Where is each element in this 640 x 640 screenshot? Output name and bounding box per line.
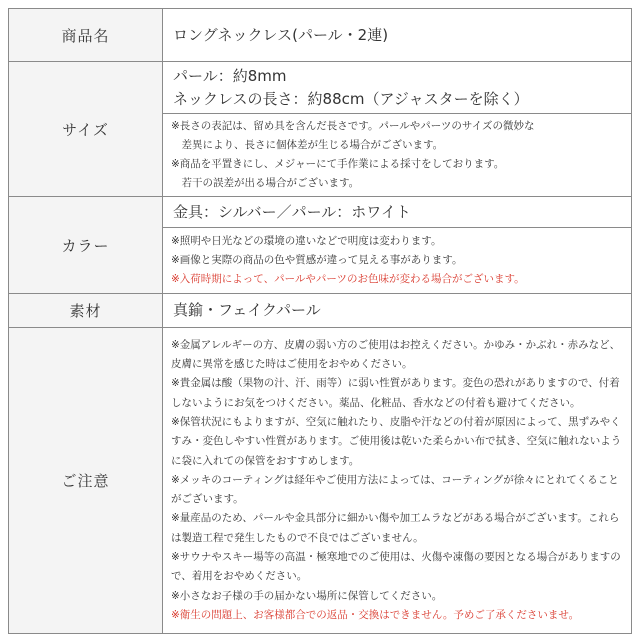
caution-warning-note: ※衛生の問題上、お客様都合での返品・交換はできません。予めご了承くださいませ。 bbox=[171, 608, 580, 621]
label-size: サイズ bbox=[9, 62, 163, 197]
label-material: 素材 bbox=[9, 294, 163, 328]
row-cautions bbox=[9, 328, 632, 634]
size-values bbox=[163, 62, 632, 114]
size-note-line: ※商品を平置きにし、メジャーにて手作業による採寸をしております。 bbox=[171, 158, 505, 170]
product-name-value: ロングネックレス(パール・2連) bbox=[163, 9, 632, 62]
color-note-line: ※照明や日光などの環境の違いなどで明度は変わります。 bbox=[171, 235, 442, 247]
pearl-size: パール：約8mm bbox=[173, 66, 287, 85]
row-material bbox=[9, 294, 632, 328]
color-warning-note: ※入荷時期によって、パールやパーツのお色味が変わる場合がございます。 bbox=[171, 273, 525, 285]
caution-paragraph: ※貴金属は酸（果物の汁、汗、雨等）に弱い性質があります。変色の恐れがありますので、付着しないようにお気をつけください。薬品、化粧品、香水などの付着も避けてください。 bbox=[171, 377, 620, 409]
size-note-line: ※長さの表記は、留め具を含んだ長さです。パールやパーツのサイズの微妙な bbox=[171, 120, 535, 132]
color-notes bbox=[163, 228, 632, 294]
size-note-line: 差異により、長さに個体差が生じる場合がございます。 bbox=[171, 139, 444, 151]
caution-paragraph: ※金属アレルギーの方、皮膚の弱い方のご使用はお控えください。かゆみ・かぶれ・赤みなど、皮膚に異常を感じた時はご使用をおやめください。 bbox=[171, 338, 621, 371]
size-notes bbox=[163, 114, 632, 197]
label-color: カラー bbox=[9, 197, 163, 294]
color-note-line: ※画像と実際の商品の色や質感が違って見える事があります。 bbox=[171, 254, 463, 266]
size-note-line: 若干の誤差が出る場合がございます。 bbox=[171, 177, 360, 189]
product-spec-table bbox=[8, 8, 632, 634]
caution-paragraph: ※量産品のため、パールや金具部分に細かい傷や加工ムラなどがある場合がございます。これらは製造工程で発生したもので不良ではございません。 bbox=[171, 512, 620, 544]
necklace-length: ネックレスの長さ：約88cm（アジャスターを除く） bbox=[173, 89, 529, 108]
row-product-name bbox=[9, 9, 632, 62]
caution-paragraph: ※保管状況にもよりますが、空気に触れたり、皮脂や汗などの付着が原因によって、黒ずみやくすみ・変色しやすい性質があります。ご使用後は乾いた柔らかい布で拭き、空気に触れないように袋に入れての保管をおすすめします。 bbox=[171, 415, 622, 467]
caution-paragraph: ※小さなお子様の手の届かない場所に保管してください。 bbox=[171, 589, 443, 602]
caution-paragraph: ※メッキのコーティングは経年やご使用方法によっては、コーティングが徐々にとれてくることがございます。 bbox=[171, 473, 619, 506]
caution-paragraph: ※サウナやスキー場等の高温・極寒地でのご使用は、火傷や凍傷の要因となる場合がありますので、着用をおやめください。 bbox=[171, 551, 621, 583]
caution-notes bbox=[163, 328, 632, 634]
label-cautions: ご注意 bbox=[9, 328, 163, 634]
color-value: 金具：シルバー／パール：ホワイト bbox=[163, 197, 632, 228]
row-size-main bbox=[9, 62, 632, 114]
row-color-main bbox=[9, 197, 632, 228]
label-product-name: 商品名 bbox=[9, 9, 163, 62]
material-value: 真鍮・フェイクパール bbox=[163, 294, 632, 328]
